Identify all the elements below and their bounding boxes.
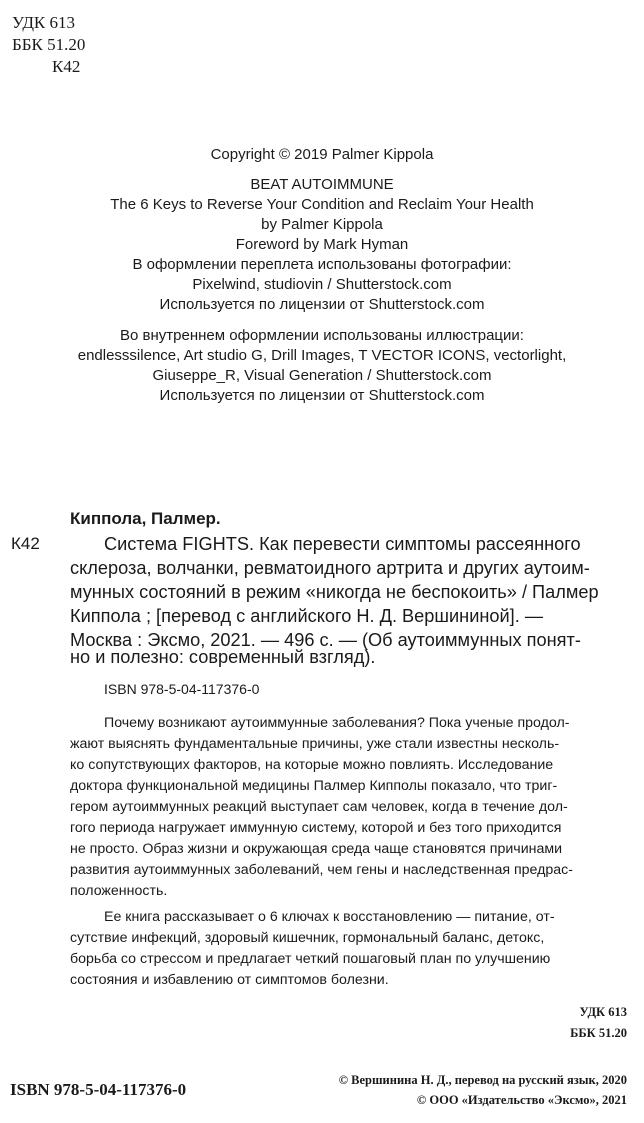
- annotation-line: гером аутоиммунных реакций выступает сам человек, когда в течение дол-: [70, 799, 568, 815]
- record-description-line: мунных состояний в режим «никогда не беспокоить» / Палмер: [70, 582, 599, 602]
- credits-block: [0, 145, 644, 406]
- annotation-line: не просто. Образ жизни и окружающая среда чаще становятся причинами: [70, 841, 563, 857]
- bbk-bottom: ББК 51.20: [570, 1026, 627, 1040]
- cover-photos-license: Используется по лицензии от Shutterstock.com: [159, 296, 485, 313]
- record-isbn: ISBN 978-5-04-117376-0: [104, 681, 260, 697]
- annotation-line: сутствие инфекций, здоровый кишечник, гормональный баланс, детокс,: [70, 930, 545, 946]
- author-mark-top: К42: [52, 57, 81, 76]
- udk-bottom: УДК 613: [579, 1005, 627, 1019]
- bbk-top: ББК 51.20: [12, 35, 86, 54]
- record-description-line: склероза, волчанки, ревматоидного артрита и других аутоим-: [70, 558, 590, 578]
- annotation-line: положенность.: [70, 883, 168, 899]
- record-description-line: Киппола ; [перевод с английского Н. Д. Вершининой]. —: [70, 606, 544, 626]
- inner-illustrations-credits-2: Giuseppe_R, Visual Generation / Shutterstock.com: [152, 367, 492, 384]
- record-author-heading: Киппола, Палмер.: [70, 509, 221, 528]
- footer-isbn: ISBN 978-5-04-117376-0: [10, 1080, 187, 1099]
- udk-top: УДК 613: [12, 13, 76, 32]
- record-description-line: Москва : Эксмо, 2021. — 496 с. — (Об аутоиммунных понят-: [70, 630, 581, 650]
- original-author: by Palmer Kippola: [261, 216, 383, 233]
- original-title: BEAT AUTOIMMUNE: [250, 176, 394, 193]
- inner-illustrations-license: Используется по лицензии от Shutterstock.com: [159, 387, 485, 404]
- inner-illustrations-label: Во внутреннем оформлении использованы иллюстрации:: [120, 327, 524, 344]
- annotation-line: борьба со стрессом и предлагает четкий пошаговый план по улучшению: [70, 951, 551, 967]
- annotation-line: доктора функциональной медицины Палмер Кипполы показало, что триг-: [70, 778, 558, 794]
- annotation-line: Ее книга рассказывает о 6 ключах к восстановлению — питание, от-: [104, 909, 555, 925]
- cover-photos-credits: Pixelwind, studiovin / Shutterstock.com: [192, 276, 452, 293]
- inner-illustrations-credits-1: endlesssilence, Art studio G, Drill Images, T VECTOR ICONS, vectorlight,: [77, 347, 567, 364]
- annotation-line: гого периода нагружает иммунную систему, которой и без того приходится: [70, 820, 562, 836]
- original-subtitle: The 6 Keys to Reverse Your Condition and Reclaim Your Health: [110, 196, 534, 213]
- annotation-line: Почему возникают аутоиммунные заболевания? Пока ученые продол-: [104, 715, 570, 731]
- record-description-line: Система FIGHTS. Как перевести симптомы рассеянного: [104, 534, 581, 554]
- record-author-mark: К42: [11, 534, 40, 553]
- foreword-line: Foreword by Mark Hyman: [235, 236, 409, 253]
- translation-copyright: © Вершинина Н. Д., перевод на русский язык, 2020: [338, 1073, 627, 1087]
- publisher-copyright: © ООО «Издательство «Эксмо», 2021: [416, 1093, 627, 1107]
- annotation-line: развития аутоиммунных заболеваний, чем гены и наследственная предрас-: [70, 862, 573, 878]
- record-description-line: но и полезно: современный взгляд).: [70, 647, 376, 667]
- annotation-line: ко сопутствующих факторов, на которые можно повлиять. Исследование: [70, 757, 554, 773]
- copyright-line: Copyright © 2019 Palmer Kippola: [210, 146, 434, 163]
- cover-photos-label: В оформлении переплета использованы фотографии:: [132, 256, 512, 273]
- annotation-line: жают выяснять фундаментальные причины, уже стали известны несколь-: [70, 736, 560, 752]
- annotation-line: состояния и избавлению от симптомов болезни.: [70, 972, 389, 988]
